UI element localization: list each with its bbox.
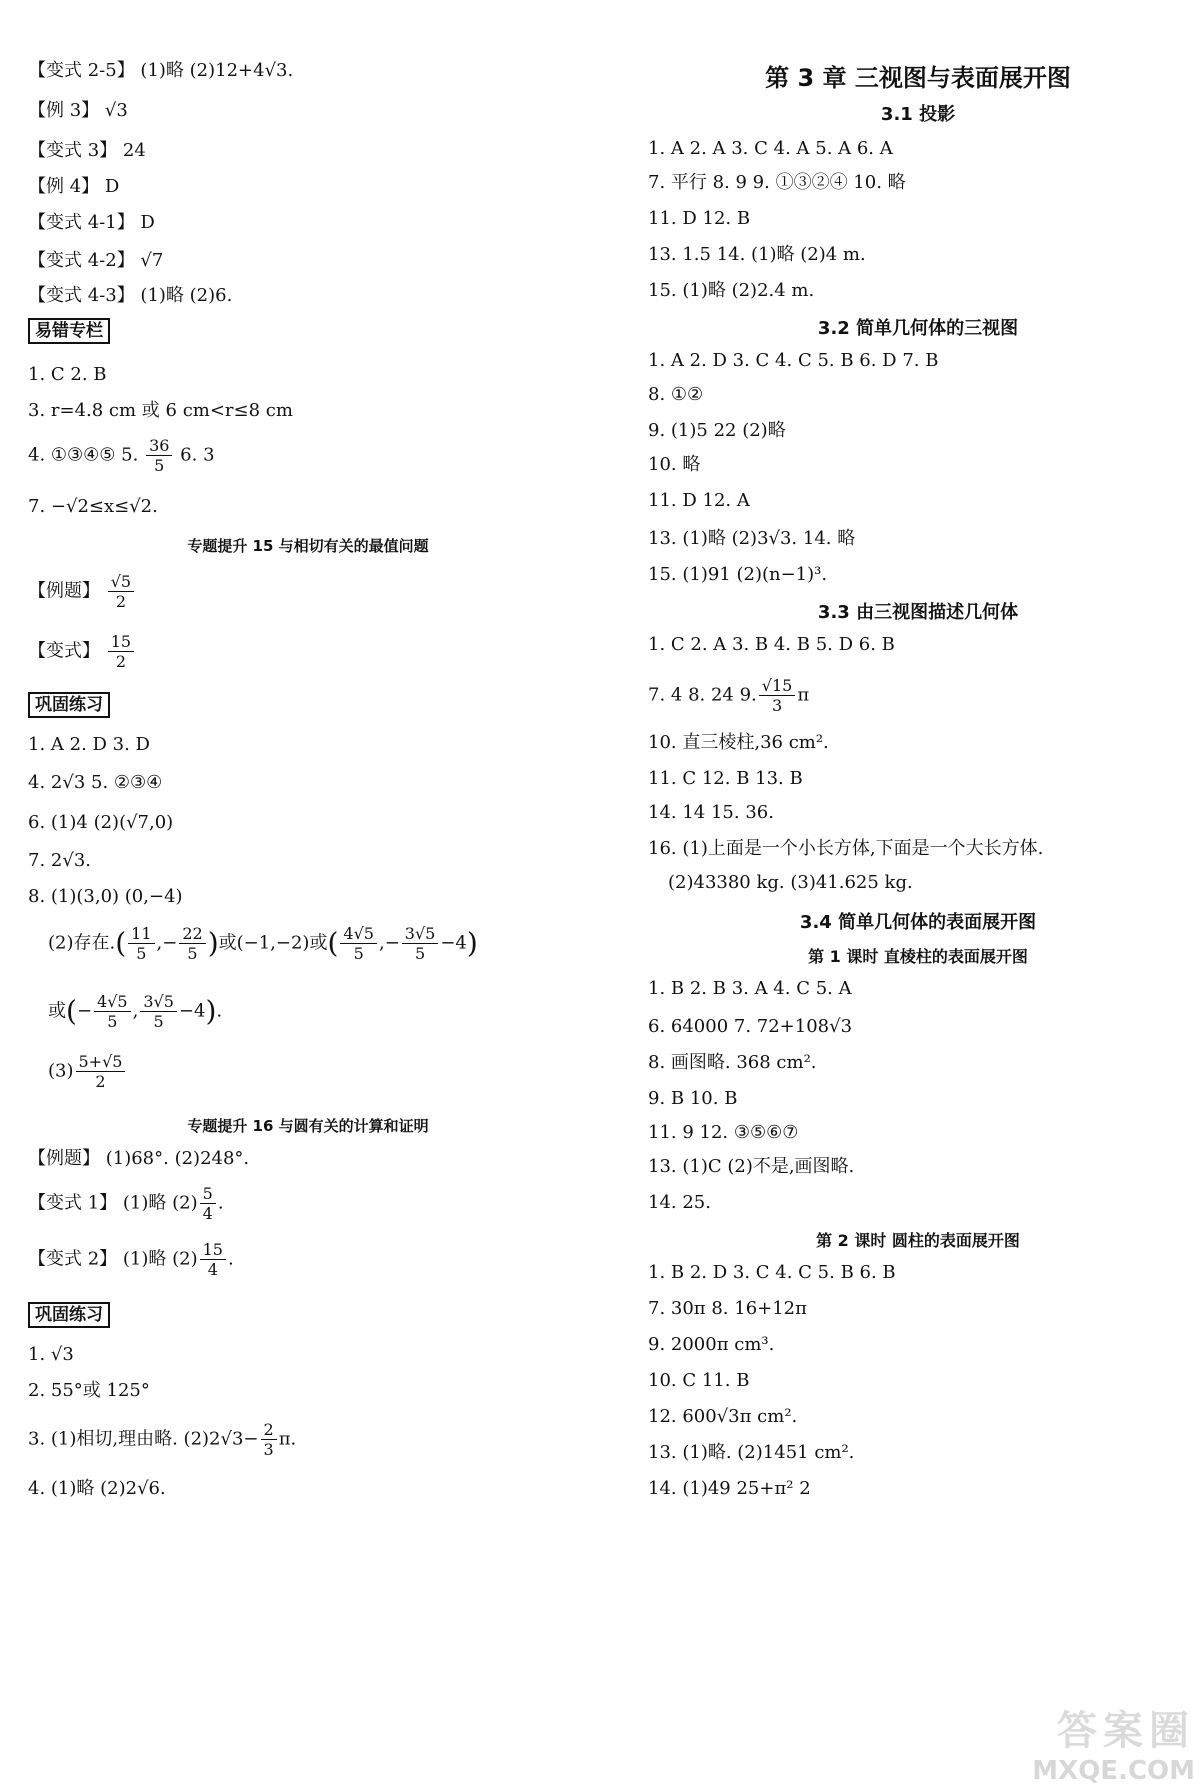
answer-line: 4. ①③④⑤ 5. $\frac{36}{5}$ 6. 3 <box>28 436 215 475</box>
answer-line: 6. (1)4 (2)(√7,0) <box>28 812 174 833</box>
answer-line: 9. 2000π cm³. <box>648 1334 775 1355</box>
answer-line: 【变式 2-5】 (1)略 (2)12+4√3. <box>28 60 294 81</box>
topic-heading: 专题提升 15 与相切有关的最值问题 <box>187 537 429 555</box>
answer-line: 7. 2√3. <box>28 850 91 871</box>
answer-line: 1. A 2. A 3. C 4. A 5. A 6. A <box>648 138 893 159</box>
answer-line: 6. 64000 7. 72+108√3 <box>648 1016 853 1037</box>
fraction: $\frac{√5}{2}$ <box>108 572 134 611</box>
lesson-title: 第 1 课时 直棱柱的表面展开图 <box>808 947 1028 966</box>
section-title: 3.3 由三视图描述几何体 <box>817 602 1019 623</box>
answer-line: 7. 平行 8. 9 9. ①③②④ 10. 略 <box>648 172 906 193</box>
answer-line: 【变式 4-1】 D <box>28 212 155 233</box>
answer-line: 【变式 4-3】 (1)略 (2)6. <box>28 285 233 306</box>
answer-line: 1. B 2. D 3. C 4. C 5. B 6. B <box>648 1262 896 1283</box>
answer-line: 1. A 2. D 3. D <box>28 734 150 755</box>
answer-line: 9. (1)5 22 (2)略 <box>648 420 786 441</box>
answer-line: 7. 30π 8. 16+12π <box>648 1298 807 1319</box>
answer-line: 1. C 2. B <box>28 364 107 385</box>
answer-line: 1. B 2. B 3. A 4. C 5. A <box>648 978 852 999</box>
section-title: 3.2 简单几何体的三视图 <box>817 318 1019 339</box>
answer-line: 1. A 2. D 3. C 4. C 5. B 6. D 7. B <box>648 350 939 371</box>
answer-line: 10. 直三棱柱,36 cm². <box>648 732 829 753</box>
answer-line: 10. 略 <box>648 454 701 475</box>
lesson-title: 第 2 课时 圆柱的表面展开图 <box>816 1231 1020 1250</box>
answer-line: 9. B 10. B <box>648 1088 738 1109</box>
topic-heading: 专题提升 16 与圆有关的计算和证明 <box>187 1117 429 1135</box>
answer-line: 11. D 12. A <box>648 490 750 511</box>
answer-line: (2)存在.( $\frac{11}{5}$ ,− $\frac{22}{5}$ )或(−1,−2)或( $\frac{4√5}{5}$ ,− $\frac{3√5}{5}$ −4) <box>48 924 478 963</box>
answer-line: 10. C 11. B <box>648 1370 750 1391</box>
answer-line: 11. C 12. B 13. B <box>648 768 803 789</box>
answer-line: 1. C 2. A 3. B 4. B 5. D 6. B <box>648 634 895 655</box>
answer-line: (3) $\frac{5+√5}{2}$ <box>48 1052 127 1091</box>
answer-line: 8. 画图略. 368 cm². <box>648 1052 817 1073</box>
answer-line: 4. 2√3 5. ②③④ <box>28 772 163 793</box>
answer-line: 14. 14 15. 36. <box>648 802 774 823</box>
answer-line: 14. (1)49 25+π² 2 <box>648 1478 811 1499</box>
answer-line: 13. 1.5 14. (1)略 (2)4 m. <box>648 244 866 265</box>
answer-line: 或(− $\frac{4√5}{5}$ , $\frac{3√5}{5}$ −4). <box>48 992 223 1031</box>
section-title: 3.4 简单几何体的表面展开图 <box>799 912 1037 933</box>
answer-line: 【例 4】 D <box>28 176 120 197</box>
answer-line: 7. 4 8. 24 9. $\frac{√15}{3}$ π <box>648 676 810 715</box>
answer-line: 14. 25. <box>648 1192 711 1213</box>
answer-line: 【变式 3】 24 <box>28 140 146 161</box>
answer-line: 13. (1)略. (2)1451 cm². <box>648 1442 855 1463</box>
answer-line: 8. ①② <box>648 384 704 405</box>
answer-line: 8. (1)(3,0) (0,−4) <box>28 886 183 907</box>
section-box-title: 巩固练习 <box>28 692 110 718</box>
answer-line: 7. −√2≤x≤√2. <box>28 496 158 517</box>
answer-line: 15. (1)略 (2)2.4 m. <box>648 280 815 301</box>
answer-line: 【变式】 $\frac{15}{2}$ <box>28 632 136 671</box>
answer-line: 4. (1)略 (2)2√6. <box>28 1478 166 1499</box>
answer-line: 【变式 4-2】 √7 <box>28 250 164 271</box>
answer-line: 3. (1)相切,理由略. (2)2√3− $\frac{2}{3}$ π. <box>28 1420 297 1459</box>
fraction: $\frac{15}{2}$ <box>108 632 134 671</box>
answer-line: 3. r=4.8 cm 或 6 cm<r≤8 cm <box>28 400 293 421</box>
answer-line: 【例题】 $\frac{√5}{2}$ <box>28 572 136 611</box>
section-box-title: 巩固练习 <box>28 1302 110 1328</box>
section-title: 3.1 投影 <box>880 104 956 125</box>
answer-line: 【例题】 (1)68°. (2)248°. <box>28 1148 250 1169</box>
answer-line: 2. 55°或 125° <box>28 1380 150 1401</box>
watermark-en: MXQE.COM <box>1032 1756 1195 1786</box>
answer-line: (2)43380 kg. (3)41.625 kg. <box>668 872 913 893</box>
answer-line: 13. (1)C (2)不是,画图略. <box>648 1156 855 1177</box>
answer-line: 【变式 2】 (1)略 (2) $\frac{15}{4}$ . <box>28 1240 234 1279</box>
answer-line: 15. (1)91 (2)(n−1)³. <box>648 564 828 585</box>
watermark <box>1032 1699 1195 1786</box>
chapter-title: 第 3 章 三视图与表面展开图 <box>765 64 1071 92</box>
answer-line: 13. (1)略 (2)3√3. 14. 略 <box>648 528 856 549</box>
answer-line: 12. 600√3π cm². <box>648 1406 798 1427</box>
answer-line: 11. D 12. B <box>648 208 751 229</box>
answer-line: 11. 9 12. ③⑤⑥⑦ <box>648 1122 799 1143</box>
answer-line: 1. √3 <box>28 1344 74 1365</box>
answer-line: 16. (1)上面是一个小长方体,下面是一个大长方体. <box>648 838 1044 859</box>
answer-line: 【例 3】 √3 <box>28 100 128 121</box>
fraction: $\frac{36}{5}$ <box>146 436 172 475</box>
section-box-title: 易错专栏 <box>28 318 110 344</box>
watermark-cn: 答案圈 <box>1057 1708 1195 1754</box>
answer-line: 【变式 1】 (1)略 (2) $\frac{5}{4}$ . <box>28 1184 224 1223</box>
